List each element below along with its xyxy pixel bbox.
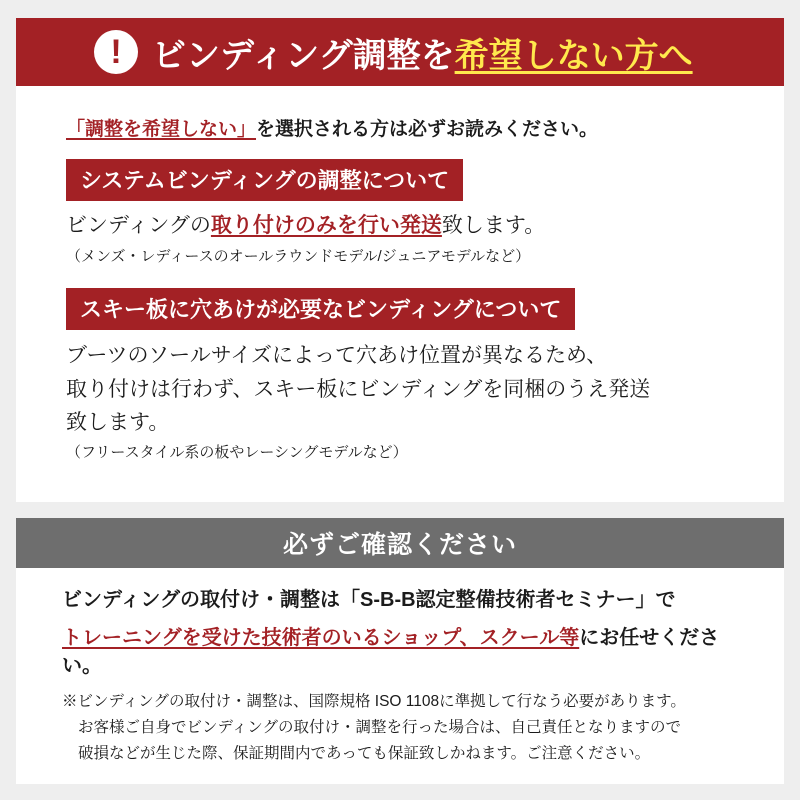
panel2-note-0: ※ビンディングの取付け・調整は、国際規格 ISO 1108に準拠して行なう必要があります。 [62,692,686,710]
red-header-banner [16,18,784,86]
section1-para-prefix: ビンディングの [66,214,211,237]
section1-note: （メンズ・レディースのオールラウンドモデル/ジュニアモデルなど） [66,248,531,266]
panel2-note-1: お客様ご自身でビンディングの取付け・調整を行った場合は、自己責任となりますので [78,718,681,736]
section2-note: （フリースタイル系の板やレーシングモデルなど） [66,443,408,461]
section1-para-emphasis: 取り付けのみを行い発送 [210,214,442,237]
section1-para-suffix: 致します。 [441,214,546,237]
section2-line3: 致します。 [66,411,170,435]
section-drilling-binding [44,288,756,462]
banner-title-highlight: 希望しない方へ [454,36,693,75]
lead-rest: を選択される方は必ずお読みください。 [256,119,599,140]
section2-heading: スキー板に穴あけが必要なビンディングについて [66,288,575,330]
panel2-body [16,568,784,766]
section1-paragraph [66,211,756,241]
lead-paragraph [66,114,756,141]
banner-title [152,28,693,77]
gray-banner-title: 必ずご確認ください [282,530,517,559]
section2-line2-emphasis: 取り付けは行わず、スキー板にビンディングを同梱 [66,377,546,401]
confirmation-panel [16,518,784,784]
gray-header-banner [16,518,784,568]
section2-line2-suffix: のうえ発送 [545,377,651,401]
panel2-line1: ビンディングの取付け・調整は「S-B-B認定整備技術者セミナー」で [62,588,676,611]
section1-heading: システムビンディングの調整について [66,159,463,201]
section-system-binding [44,159,756,266]
panel2-line2-emphasis: トレーニングを受けた技術者のいるショップ、スクール等 [62,626,580,649]
exclamation-glyph: ! [110,33,122,71]
panel2-line2-suffix: にお任せください。 [62,626,720,677]
panel1-body [16,86,784,462]
binding-adjustment-panel [16,18,784,502]
warning-exclamation-icon [94,30,138,74]
panel2-line2 [62,624,756,680]
banner-title-plain: ビンディング調整を [152,36,455,75]
section2-line1: ブーツのソールサイズによって穴あけ位置が異なるため、 [66,344,608,368]
section2-line2 [66,374,756,406]
panel2-note-2: 破損などが生じた際、保証期間内であっても保証致しかねます。ご注意ください。 [78,744,651,762]
lead-quoted-option: 「調整を希望しない」 [66,119,257,140]
